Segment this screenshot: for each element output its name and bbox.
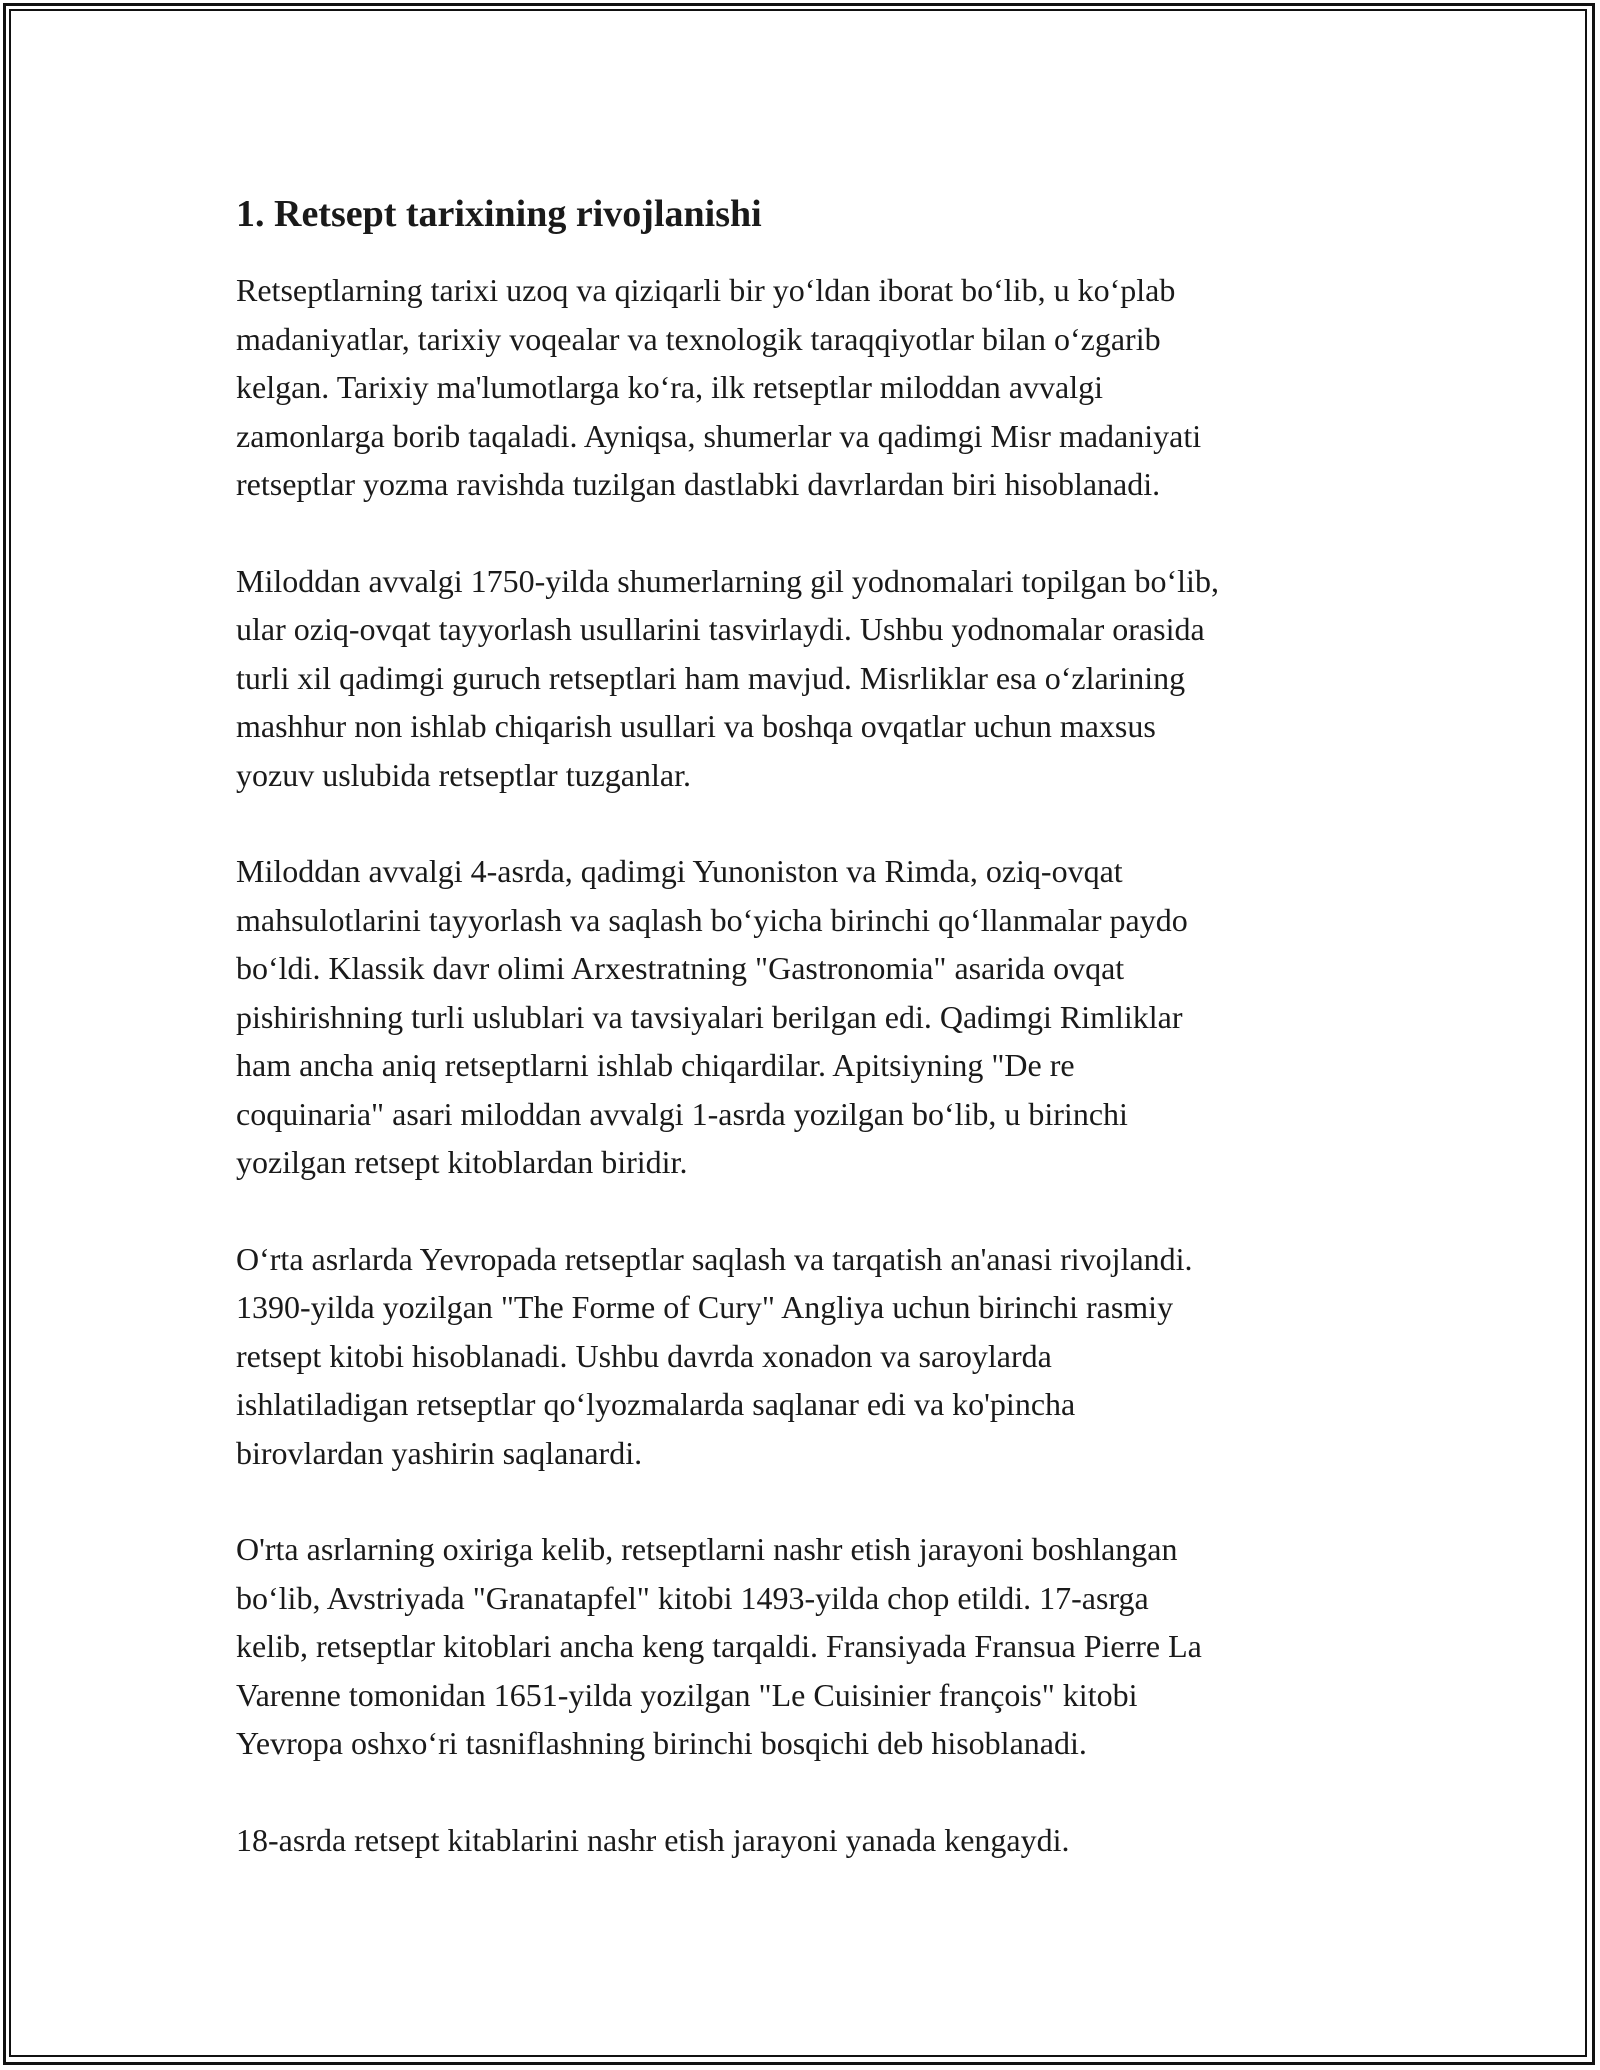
paragraph-line: yozuv uslubida retseptlar tuzganlar. (236, 756, 691, 793)
paragraph-line: 1390-yilda yozilgan "The Forme of Cury" Angliya uchun birinchi rasmiy (236, 1289, 1174, 1325)
paragraph-line: ular oziq-ovqat tayyorlash usullarini tasvirlaydi. Ushbu yodnomalar orasida (236, 611, 1205, 647)
paragraph-line: yozilgan retsept kitoblardan biridir. (236, 1144, 688, 1180)
paragraph-line: mashhur non ishlab chiqarish usullari va boshqa ovqatlar uchun maxsus (236, 708, 1156, 744)
paragraph-2 (236, 557, 1386, 800)
paragraph-line: bo‘lib, Avstriyada "Granatapfel" kitobi 1493-yilda chop etildi. 17-asrga (236, 1579, 1149, 1616)
paragraph-line: retsept kitobi hisoblanadi. Ushbu davrda xonadon va saroylarda (236, 1337, 1052, 1374)
section-heading: 1. Retsept tarixining rivojlanishi (236, 193, 762, 235)
paragraph-line: pishirishning turli uslublari va tavsiyalari berilgan edi. Qadimgi Rimliklar (236, 998, 1183, 1035)
paragraph-line: madaniyatlar, tarixiy voqealar va texnologik taraqqiyotlar bilan o‘zgarib (236, 320, 1161, 357)
paragraph-line: mahsulotlarini tayyorlash va saqlash bo‘yicha birinchi qo‘llanmalar paydo (236, 901, 1188, 938)
paragraph-3 (236, 847, 1386, 1187)
paragraph-5 (236, 1525, 1386, 1768)
paragraph-line: Retseptlarning tarixi uzoq va qiziqarli bir yo‘ldan iborat bo‘lib, u ko‘plab (236, 272, 1176, 308)
paragraph-line: O‘rta asrlarda Yevropada retseptlar saqlash va tarqatish an'anasi rivojlandi. (236, 1240, 1193, 1277)
paragraph-line: kelgan. Tarixiy ma'lumotlarga ko‘ra, ilk retseptlar miloddan avvalgi (236, 369, 1103, 405)
paragraph-line: kelib, retseptlar kitoblari ancha keng tarqaldi. Fransiyada Fransua Pierre La (236, 1628, 1202, 1664)
paragraph-line: Varenne tomonidan 1651-yilda yozilgan "Le Cuisinier françois" kitobi (236, 1676, 1138, 1713)
paragraph-6 (236, 1816, 1386, 1865)
paragraph-line: birovlardan yashirin saqlanardi. (236, 1434, 643, 1471)
paragraph-line: retseptlar yozma ravishda tuzilgan dastlabki davrlardan biri hisoblanadi. (236, 466, 1161, 502)
paragraph-line: zamonlarga borib taqaladi. Ayniqsa, shumerlar va qadimgi Misr madaniyati (236, 417, 1202, 454)
paragraph-4 (236, 1235, 1386, 1478)
paragraph-line: 18-asrda retsept kitablarini nashr etish jarayoni yanada kengaydi. (236, 1821, 1070, 1858)
document-body (236, 266, 1386, 1864)
document-page (236, 188, 1386, 1912)
paragraph-1 (236, 266, 1386, 509)
paragraph-line: coquinaria" asari miloddan avvalgi 1-asrda yozilgan bo‘lib, u birinchi (236, 1095, 1128, 1132)
paragraph-line: turli xil qadimgi guruch retseptlari ham mavjud. Misrliklar esa o‘zlarining (236, 659, 1186, 696)
paragraph-line: ishlatiladigan retseptlar qo‘lyozmalarda saqlanar edi va ko'pincha (236, 1386, 1076, 1422)
paragraph-line: Miloddan avvalgi 1750-yilda shumerlarning gil yodnomalari topilgan bo‘lib, (236, 562, 1219, 599)
paragraph-line: O'rta asrlarning oxiriga kelib, retseptlarni nashr etish jarayoni boshlangan (236, 1531, 1178, 1567)
paragraph-line: Miloddan avvalgi 4-asrda, qadimgi Yunoniston va Rimda, oziq-ovqat (236, 853, 1123, 889)
paragraph-line: ham ancha aniq retseptlarni ishlab chiqardilar. Apitsiyning "De re (236, 1047, 1075, 1083)
paragraph-line: bo‘ldi. Klassik davr olimi Arxestratning "Gastronomia" asarida ovqat (236, 950, 1125, 986)
paragraph-line: Yevropa oshxo‘ri tasniflashning birinchi bosqichi deb hisoblanadi. (236, 1725, 1087, 1761)
